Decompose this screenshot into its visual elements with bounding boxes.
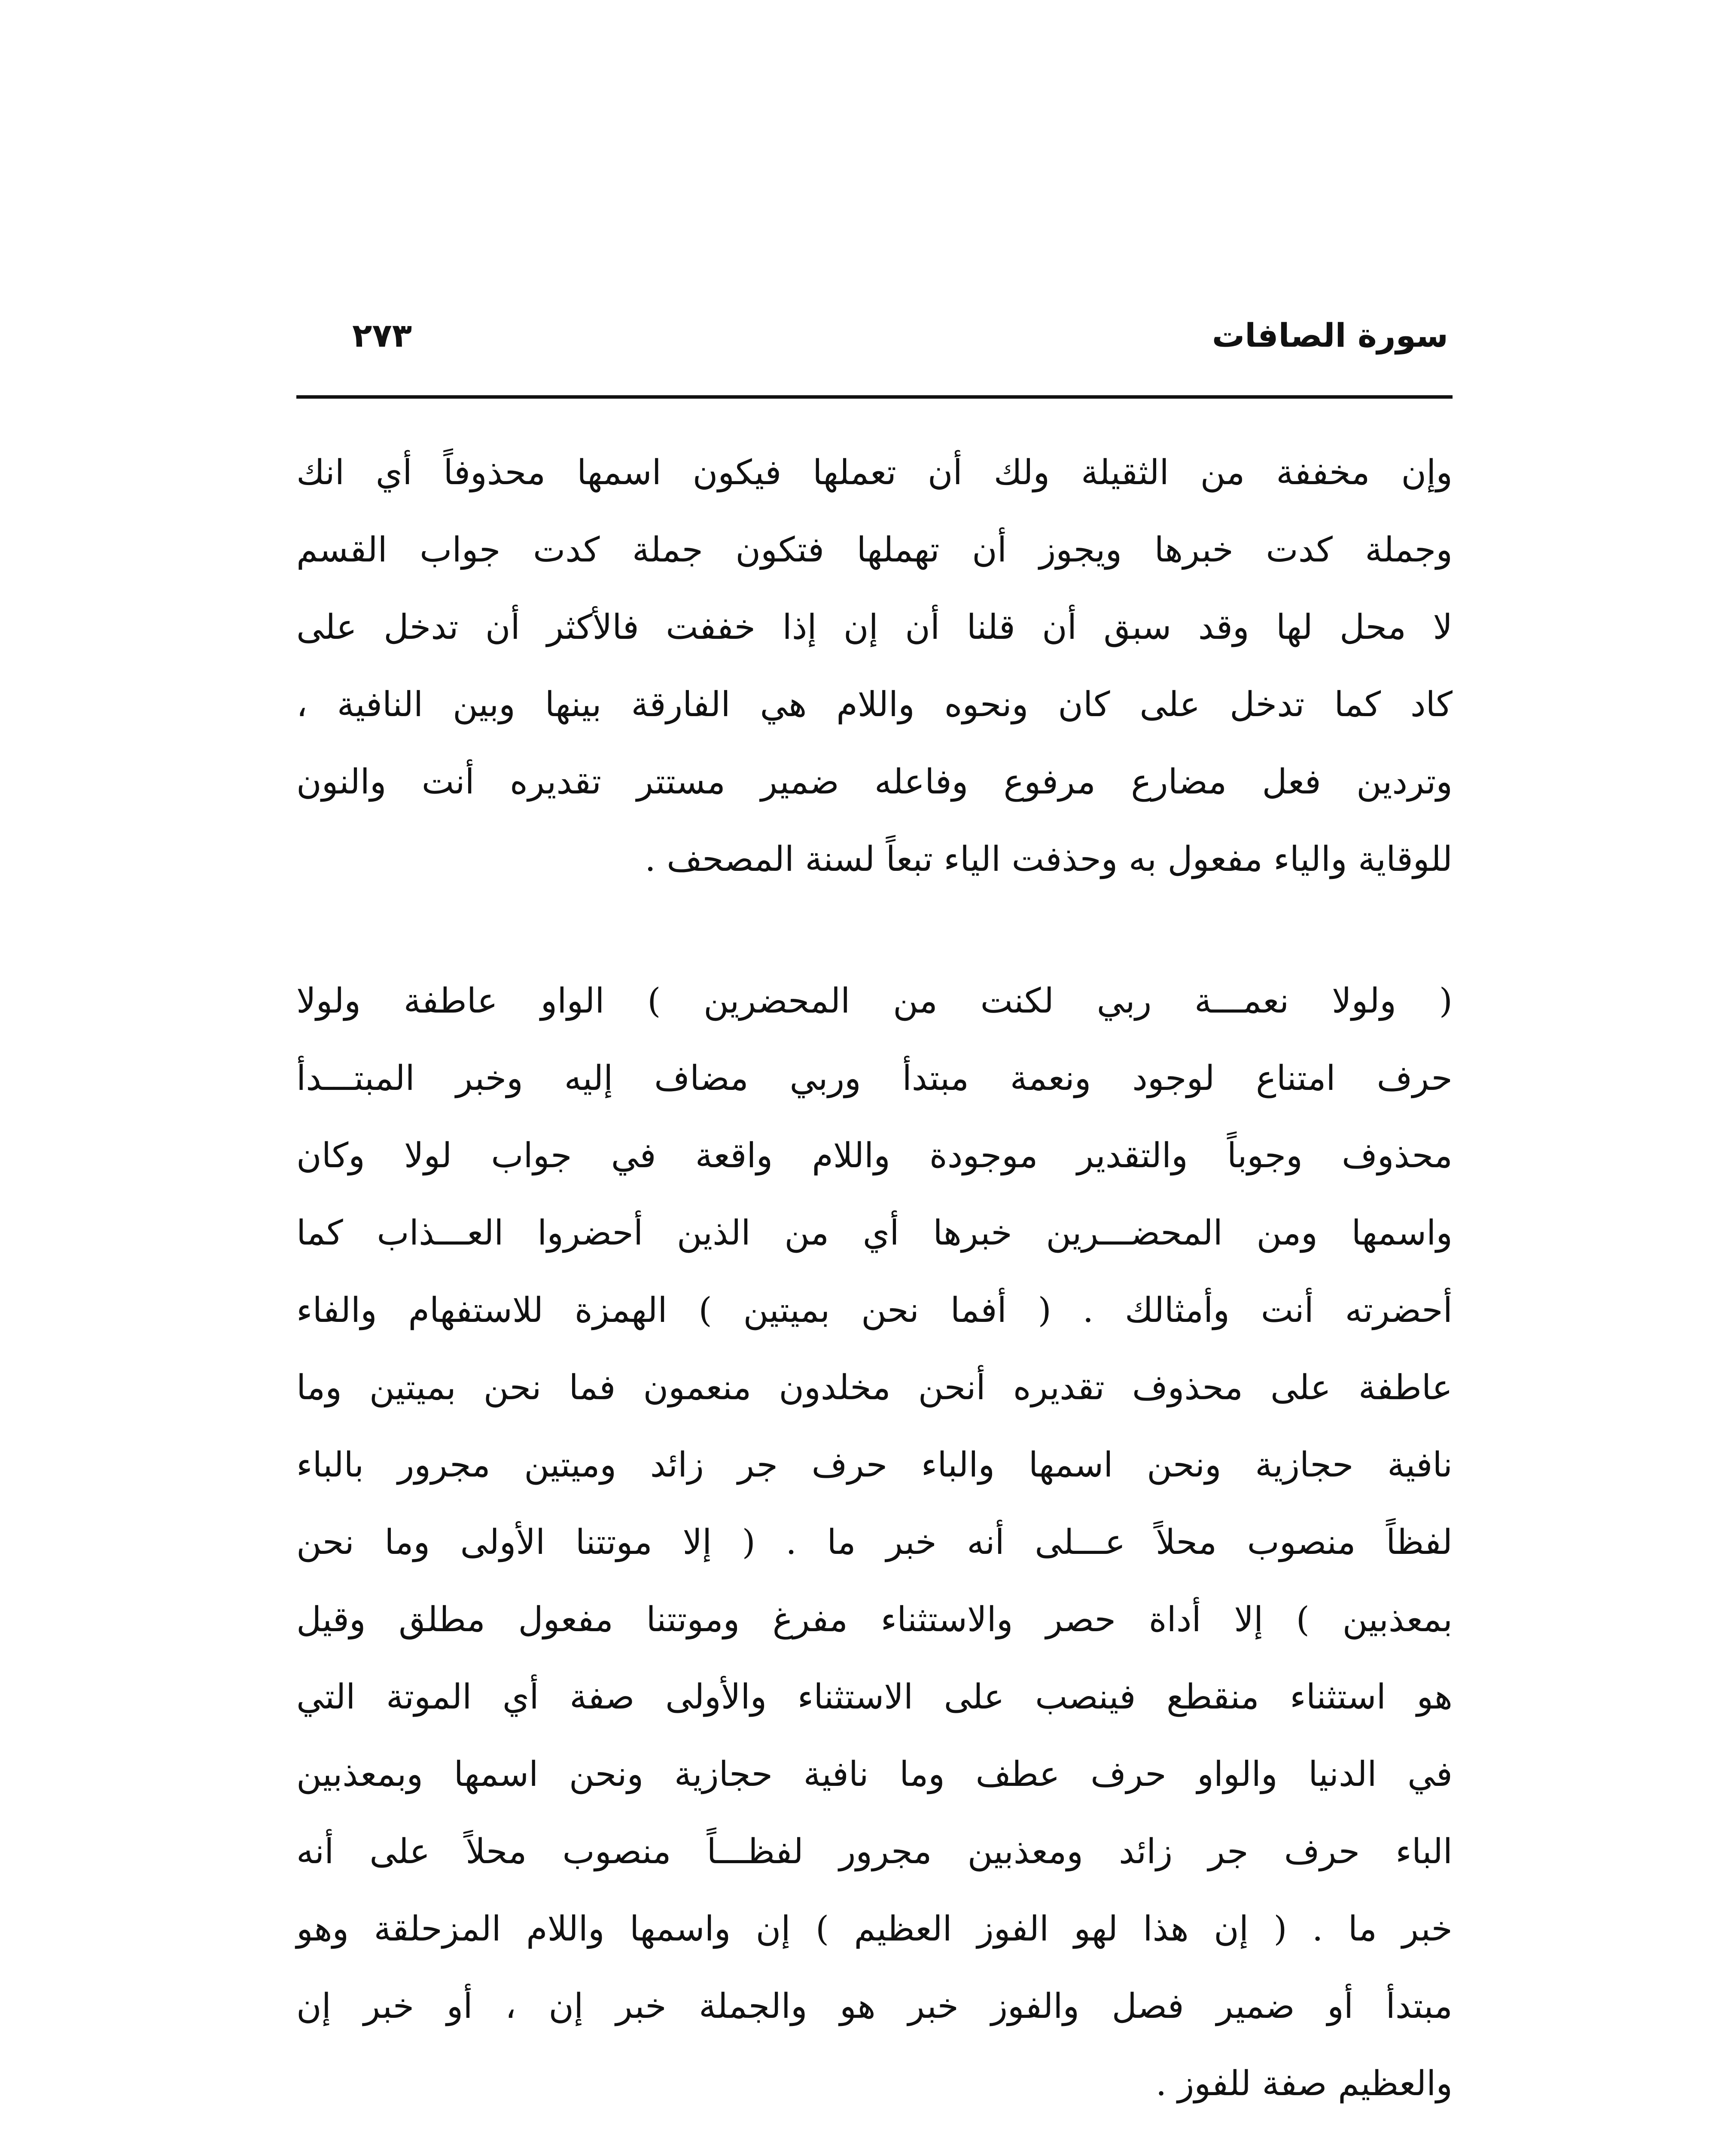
header-divider: [296, 395, 1453, 399]
text-line: حرف امتناع لوجود ونعمة مبتدأ وربي مضاف إليه وخبر المبتـــدأ: [296, 1058, 1453, 1098]
paragraph-1: [296, 434, 1453, 898]
text-line: واسمها ومن المحضـــرين خبرها أي من الذين أحضروا العـــذاب كما: [296, 1213, 1453, 1253]
text-line: ( ولولا نعمـــة ربي لكنت من المحضرين ) الواو عاطفة ولولا: [296, 981, 1453, 1021]
body-text: [296, 434, 1453, 2148]
page-number: ٢٧٣: [352, 316, 412, 354]
text-line: محذوف وجوباً والتقدير موجودة واللام واقعة في جواب لولا وكان: [296, 1135, 1453, 1175]
paragraph-2: [296, 962, 1453, 2122]
text-line: وجملة كدت خبرها ويجوز أن تهملها فتكون جملة كدت جواب القسم: [296, 530, 1453, 570]
text-line: في الدنيا والواو حرف عطف وما نافية حجازية ونحن اسمها وبمعذبين: [296, 1754, 1453, 1794]
text-line: عاطفة على محذوف تقديره أنحن مخلدون منعمون فما نحن بميتين وما: [296, 1367, 1453, 1407]
text-line: وإن مخففة من الثقيلة ولك أن تعملها فيكون اسمها محذوفاً أي انك: [296, 452, 1453, 492]
text-line: للوقاية والياء مفعول به وحذفت الياء تبعاً لسنة المصحف .: [645, 839, 1453, 879]
text-line: كاد كما تدخل على كان ونحوه واللام هي الفارقة بينها وبين النافية ،: [296, 684, 1453, 724]
text-line: لا محل لها وقد سبق أن قلنا أن إن إذا خففت فالأكثر أن تدخل على: [296, 607, 1453, 647]
text-line: مبتدأ أو ضمير فصل والفوز خبر هو والجملة خبر إن ، أو خبر إن: [296, 1986, 1453, 2026]
text-line: الباء حرف جر زائد ومعذبين مجرور لفظـــاً منصوب محلاً على أنه: [296, 1831, 1453, 1871]
text-line: خبر ما . ( إن هذا لهو الفوز العظيم ) إن واسمها واللام المزحلقة وهو: [296, 1909, 1453, 1949]
text-line: بمعذبين ) إلا أداة حصر والاستثناء مفرغ وموتتنا مفعول مطلق وقيل: [296, 1599, 1453, 1639]
running-header: [352, 301, 1448, 369]
text-line: وتردين فعل مضارع مرفوع وفاعله ضمير مستتر تقديره أنت والنون: [296, 762, 1453, 802]
text-line: لفظاً منصوب محلاً عـــلى أنه خبر ما . ( إلا موتتنا الأولى وما نحن: [296, 1522, 1453, 1562]
text-line: هو استثناء منقطع فينصب على الاستثناء والأولى صفة أي الموتة التي: [296, 1677, 1453, 1717]
text-line: أحضرته أنت وأمثالك . ( أفما نحن بميتين ) الهمزة للاستفهام والفاء: [296, 1290, 1453, 1330]
text-line: نافية حجازية ونحن اسمها والباء حرف جر زائد وميتين مجرور بالباء: [296, 1445, 1453, 1485]
text-line: والعظيم صفة للفوز .: [1155, 2063, 1453, 2103]
header-title: سورة الصافات: [1212, 316, 1448, 354]
